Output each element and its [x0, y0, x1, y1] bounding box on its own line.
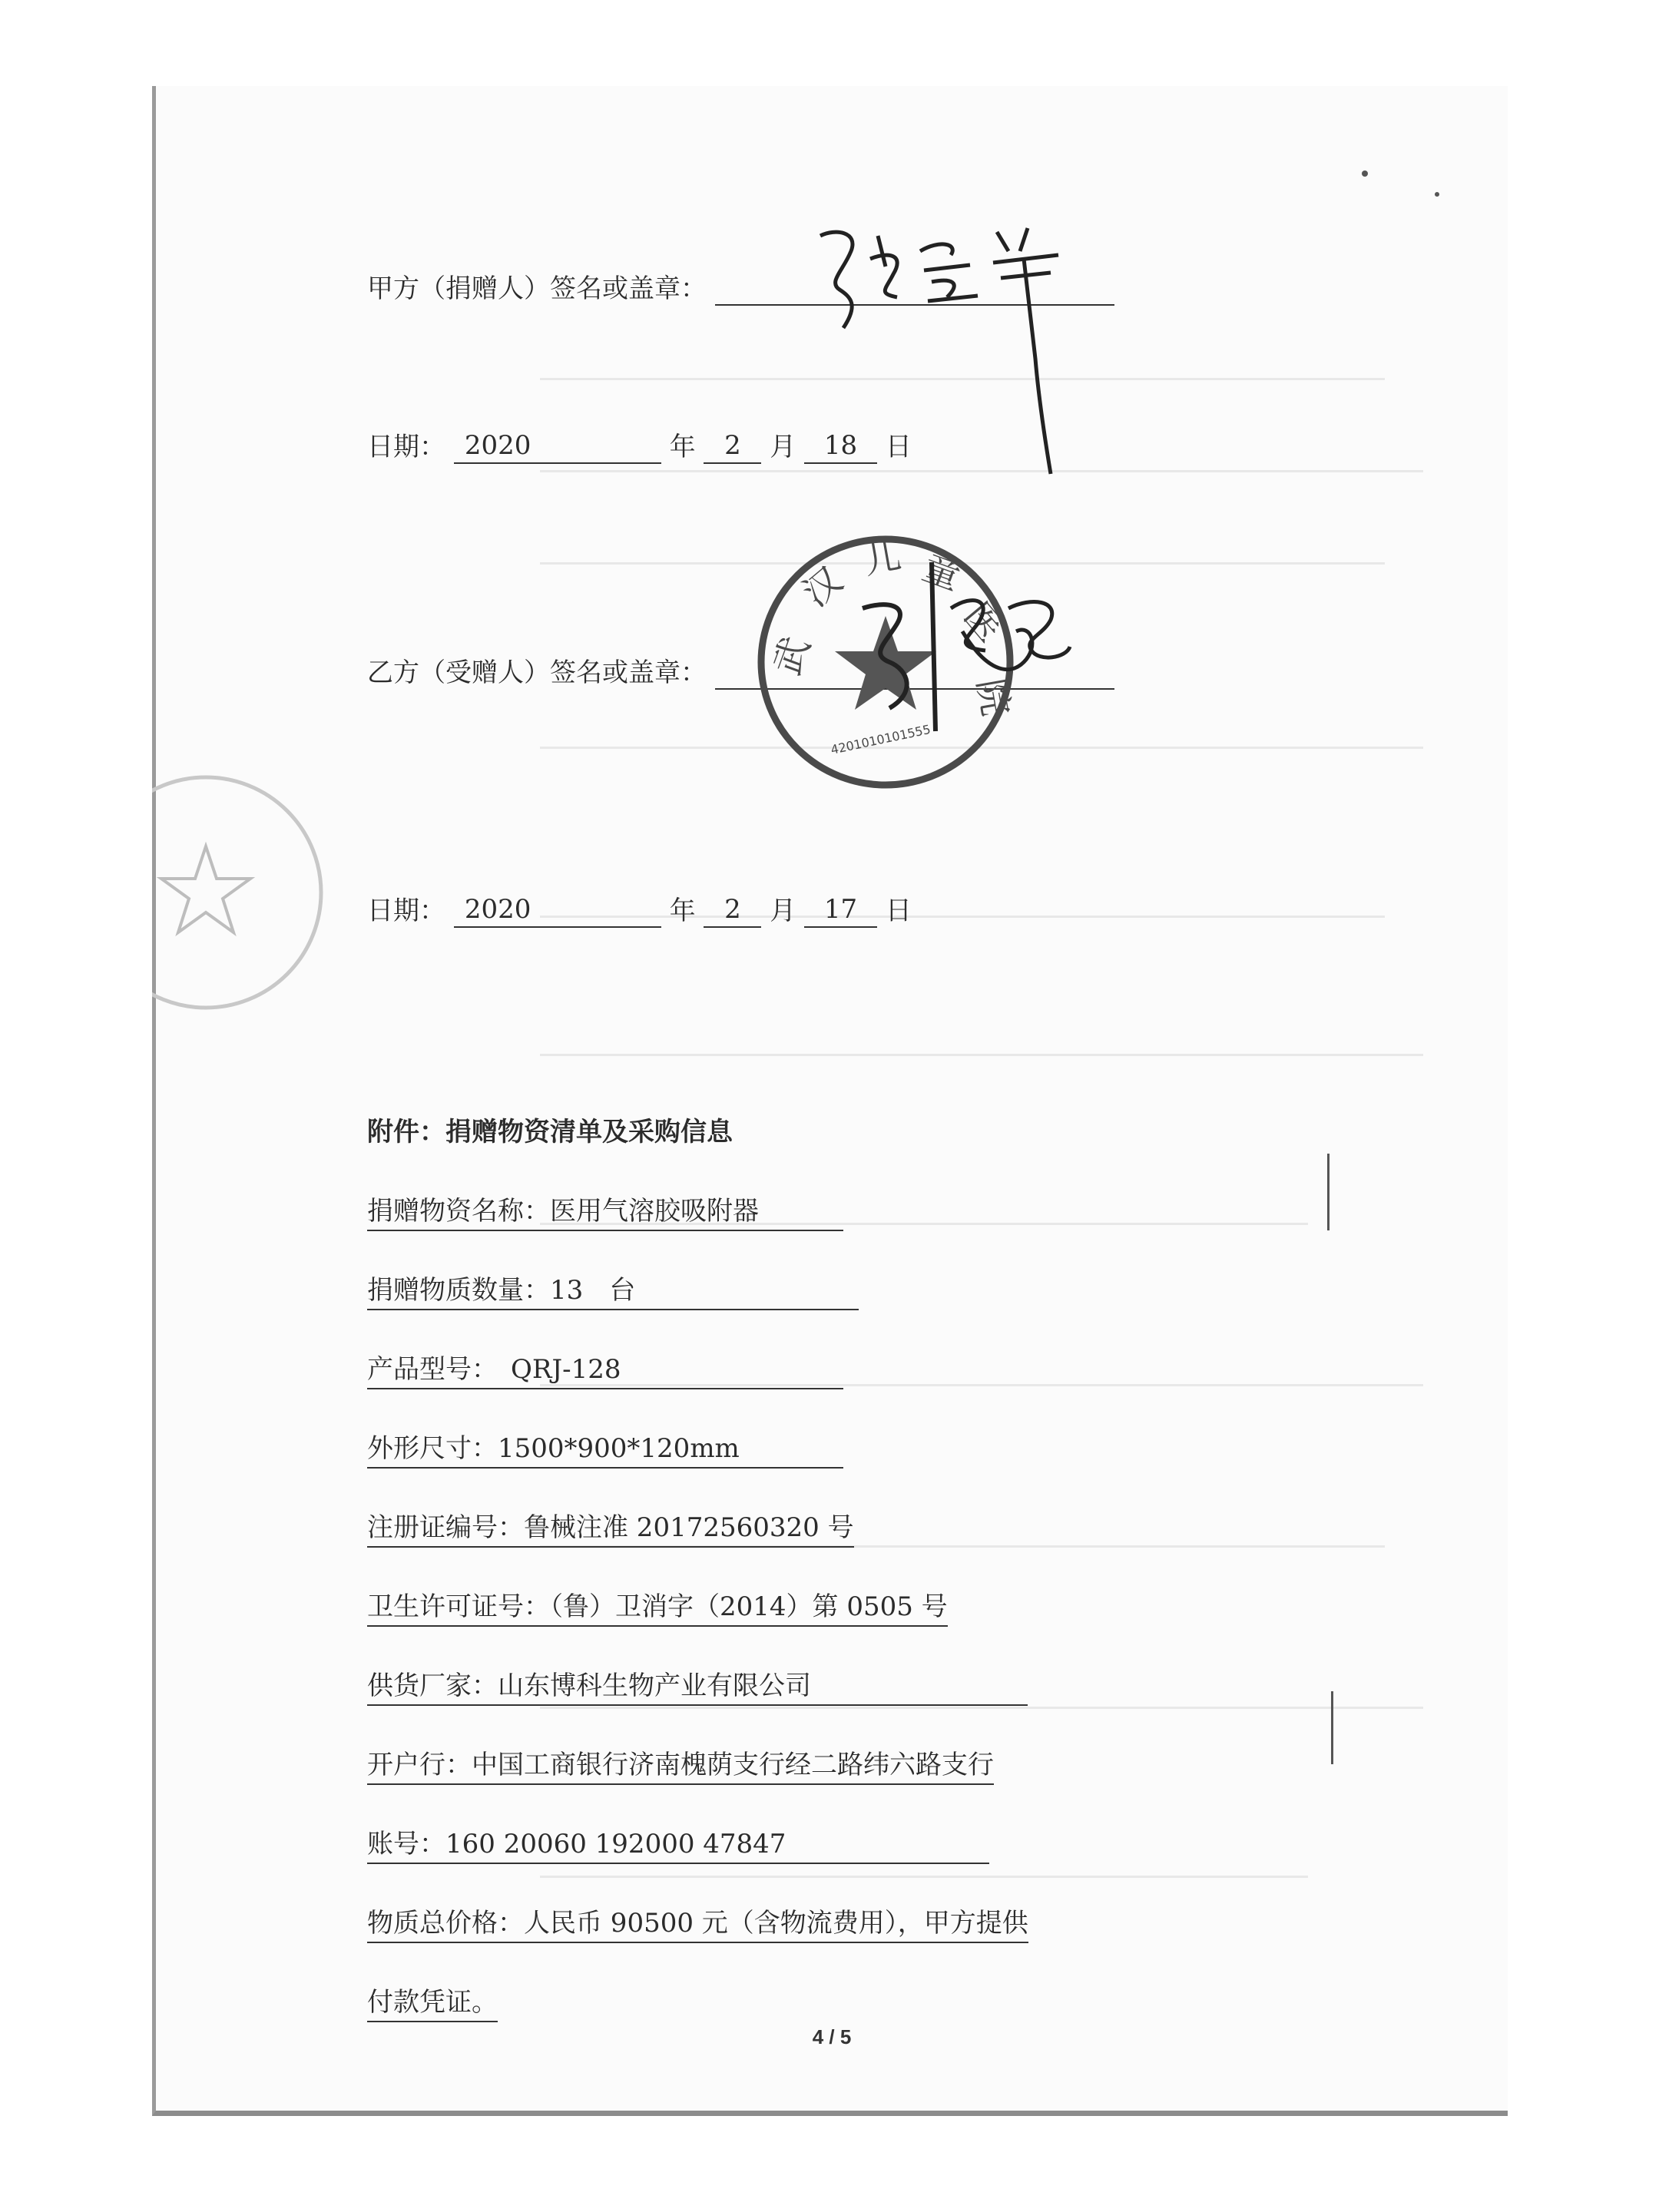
attachment-heading: 附件：捐赠物资清单及采购信息	[367, 1117, 733, 1147]
attachment-item-model: 产品型号： QRJ-128	[367, 1353, 843, 1389]
seal-code: 4201010101555	[829, 721, 932, 757]
attachment-item-bank: 开户行：中国工商银行济南槐荫支行经二路纬六路支行	[367, 1748, 994, 1785]
date-a-month: 2	[704, 429, 761, 464]
seal-char: 院	[969, 675, 1018, 720]
date-a-row	[367, 429, 912, 464]
attachment-item-total-price: 物质总价格：人民币 90500 元（含物流费用），甲方提供	[367, 1906, 1028, 1943]
seal-char: 武	[765, 631, 819, 681]
date-b-day: 17	[804, 892, 877, 928]
date-a-year-unit: 年	[669, 432, 696, 462]
party-a-label: 甲方（捐赠人）签名或盖章：	[367, 273, 707, 304]
attachment-item-license: 卫生许可证号：（鲁）卫消字（2014）第 0505 号	[367, 1590, 948, 1627]
date-a-day: 18	[804, 429, 877, 464]
attachment-item-account: 账号：160 20060 192000 47847	[367, 1827, 989, 1864]
party-b-label: 乙方（受赠人）签名或盖章：	[367, 657, 707, 688]
date-a-day-unit: 日	[885, 432, 912, 462]
attachment-item-name: 捐赠物资名称：医用气溶胶吸附器	[367, 1194, 843, 1231]
date-b-prefix: 日期：	[367, 896, 445, 926]
attachment-item-supplier: 供货厂家：山东博科生物产业有限公司	[367, 1669, 1028, 1706]
document-page	[152, 86, 1508, 2116]
scan-mark	[1331, 1691, 1333, 1764]
attachment-item-payment: 付款凭证。	[367, 1985, 498, 2022]
attachment-item-registration: 注册证编号：鲁械注准 20172560320 号	[367, 1511, 854, 1548]
scan-dot	[1362, 171, 1368, 177]
date-b-row	[367, 892, 912, 928]
attachment-item-quantity: 捐赠物质数量：13 台	[367, 1273, 859, 1310]
seal-char: 汉	[794, 558, 851, 616]
date-b-year-unit: 年	[669, 896, 696, 926]
scan-mark	[1327, 1154, 1330, 1230]
date-a-month-unit: 月	[770, 432, 796, 462]
seal-char: 医	[955, 594, 1012, 651]
date-b-day-unit: 日	[885, 896, 912, 926]
date-a-prefix: 日期：	[367, 432, 445, 462]
scan-dot	[1435, 192, 1439, 197]
party-b-official-seal	[755, 516, 1078, 808]
date-a-year: 2020	[454, 429, 661, 464]
date-b-month-unit: 月	[770, 896, 796, 926]
page-number: 4 / 5	[812, 2025, 852, 2048]
attachment-item-dimensions: 外形尺寸：1500*900*120mm	[367, 1432, 843, 1469]
seal-char: 儿	[860, 534, 905, 583]
date-b-year: 2020	[454, 892, 661, 928]
date-b-month: 2	[704, 892, 761, 928]
faint-seal-left	[152, 716, 336, 1069]
seal-char: 童	[916, 545, 967, 599]
